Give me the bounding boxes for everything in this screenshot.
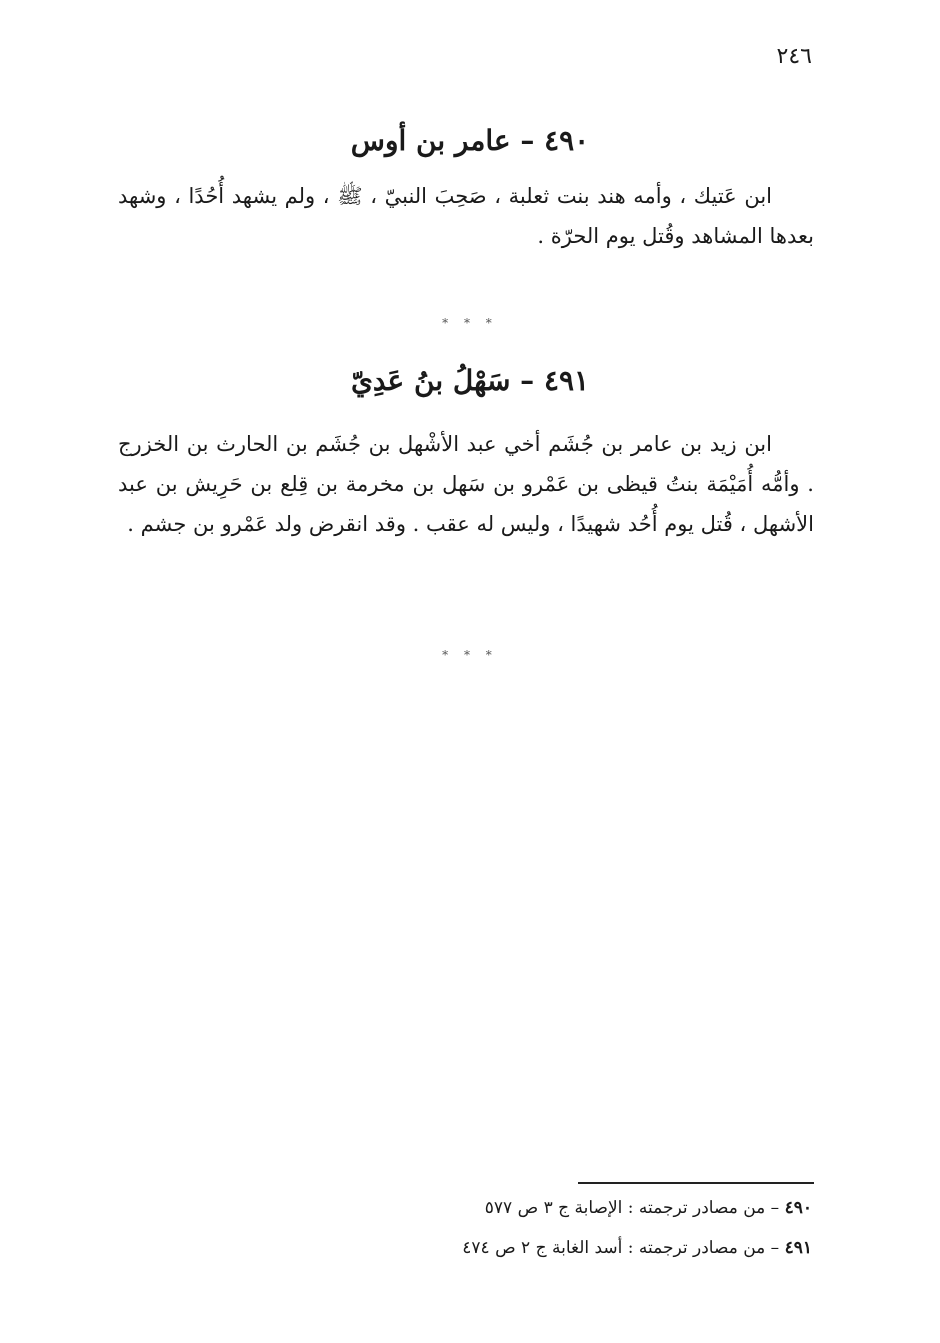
entry-text-490: ابن عَتيك ، وأمه هند بنت ثعلبة ، صَحِبَ النبيّ ، ﷺ ، ولم يشهد أُحُدًا ، وشهد بعدها المشاهد وقُتل يوم الحرّة . bbox=[118, 184, 814, 248]
footnote-text: – من مصادر ترجمته : أسد الغابة ج ٢ ص ٤٧٤ bbox=[462, 1238, 780, 1258]
entry-body-491 bbox=[118, 424, 814, 544]
footnote-rule bbox=[578, 1182, 814, 1184]
entry-body-490 bbox=[118, 176, 814, 256]
footnote-491 bbox=[292, 1236, 812, 1260]
footnote-number: ٤٩١ bbox=[784, 1238, 812, 1258]
section-separator: * * * bbox=[442, 648, 498, 662]
entry-title-491: ٤٩١ – سَهْلُ بنُ عَدِيّ bbox=[350, 364, 590, 397]
entry-text-491: ابن زيد بن عامر بن جُشَم أخي عبد الأشْهل بن جُشَم بن الحارث بن الخزرج . وأمُّه أُمَيْمَة بنتُ قيظى بن عَمْرو بن سَهل بن مخرمة بن قِلع بن حَرِيش بن عبد الأشهل ، قُتل يوم أُحُد شهيدًا ، وليس له عقب . وقد انقرض ولد عَمْرو بن جشم . bbox=[118, 432, 814, 536]
footnote-490 bbox=[292, 1196, 812, 1220]
section-separator: * * * bbox=[442, 316, 498, 330]
footnote-text: – من مصادر ترجمته : الإصابة ج ٣ ص ٥٧٧ bbox=[484, 1198, 780, 1218]
entry-title-490: ٤٩٠ – عامر بن أوس bbox=[350, 124, 590, 157]
footnote-number: ٤٩٠ bbox=[784, 1198, 812, 1218]
page-number: ٢٤٦ bbox=[776, 44, 812, 69]
